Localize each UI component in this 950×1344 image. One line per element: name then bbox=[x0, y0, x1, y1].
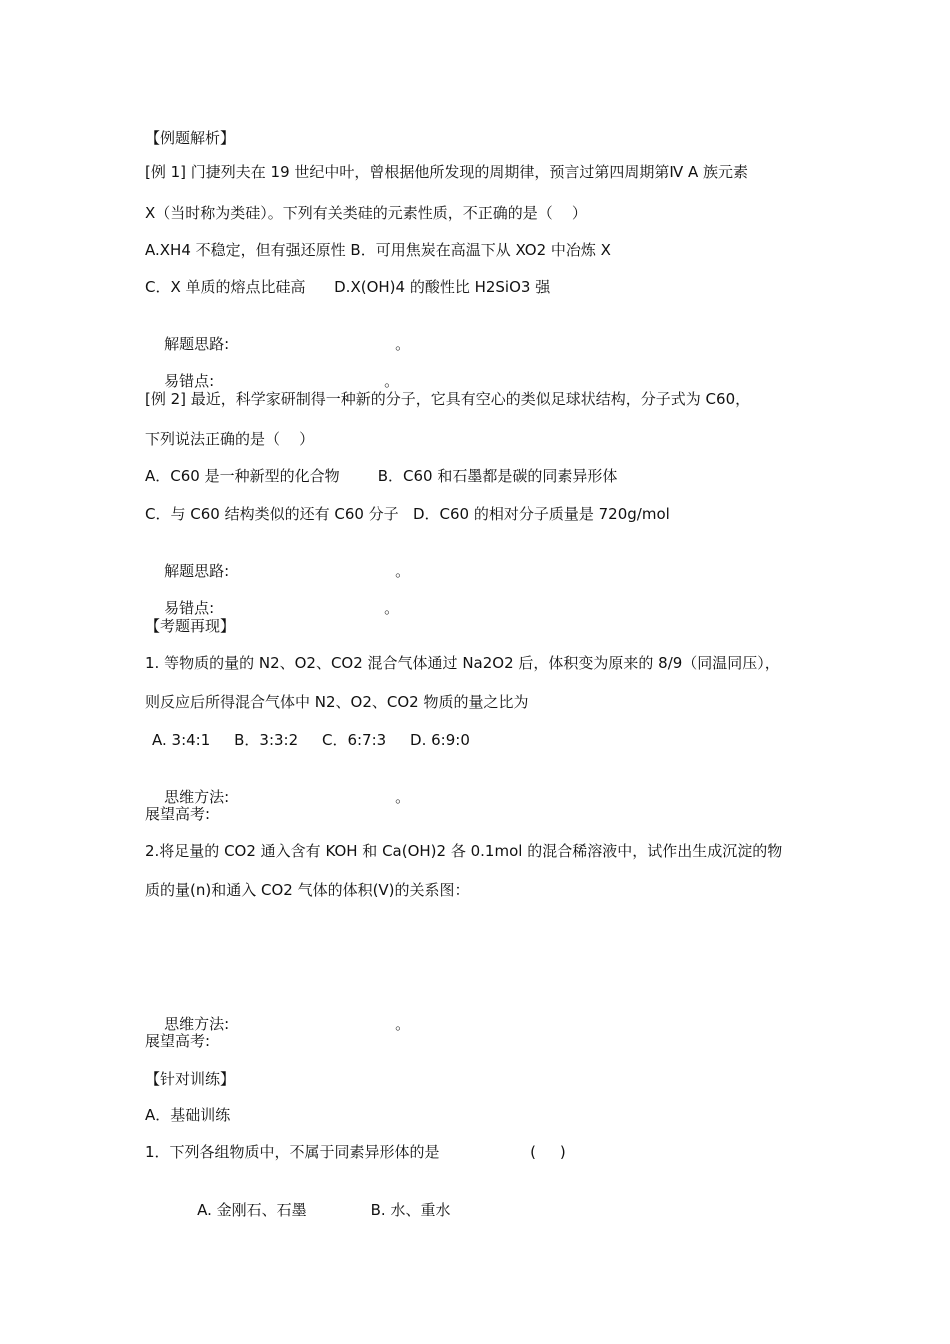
method-label: 思维方法: bbox=[164, 788, 230, 806]
example2-pitfall bbox=[145, 578, 400, 617]
example1-pitfall bbox=[145, 351, 400, 390]
option-b: B. 水、重水 bbox=[370, 1201, 451, 1219]
pitfall-label: 易错点: bbox=[164, 372, 215, 390]
method-label: 思维方法: bbox=[164, 1015, 230, 1033]
exam1-outlook: 展望高考: bbox=[145, 805, 211, 823]
example2-stem-line2: 下列说法正确的是（ ） bbox=[145, 430, 315, 448]
exam2-method bbox=[145, 994, 411, 1033]
option-a: A. 金刚石、石墨 bbox=[197, 1201, 307, 1219]
example1-stem-line2: X（当时称为类硅）。下列有关类硅的元素性质，不正确的是（ ） bbox=[145, 204, 587, 222]
exam2-stem-line2: 质的量(n)和通入 CO2 气体的体积(V)的关系图： bbox=[145, 881, 470, 899]
approach-label: 解题思路: bbox=[164, 335, 230, 353]
training-subheading: A．基础训练 bbox=[145, 1106, 231, 1124]
example2-options-ab: A．C60 是一种新型的化合物 B．C60 和石墨都是碳的同素异形体 bbox=[145, 467, 618, 485]
answer-blank-end: 。 bbox=[384, 372, 400, 390]
training-q1-options bbox=[178, 1180, 451, 1219]
answer-blank-end: 。 bbox=[395, 1015, 411, 1033]
answer-blank-end: 。 bbox=[395, 335, 411, 353]
example2-options-cd: C．与 C60 结构类似的还有 C60 分子 D．C60 的相对分子质量是 720g/mol bbox=[145, 505, 670, 523]
exam2-stem-line1: 2.将足量的 CO2 通入含有 KOH 和 Ca(OH)2 各 0.1mol 的混合稀溶液中，试作出生成沉淀的物 bbox=[145, 842, 783, 860]
answer-blank-end: 。 bbox=[395, 562, 411, 580]
example1-stem-line1: [例 1] 门捷列夫在 19 世纪中叶，曾根据他所发现的周期律，预言过第四周期第Ⅳ A 族元素 bbox=[145, 163, 749, 181]
exam1-options: A. 3:4:1 B．3:3:2 C．6:7:3 D. 6:9:0 bbox=[152, 731, 470, 749]
example2-stem-line1: [例 2] 最近，科学家研制得一种新的分子，它具有空心的类似足球状结构，分子式为 C60， bbox=[145, 390, 751, 408]
training-section-heading: 【针对训练】 bbox=[145, 1070, 236, 1088]
example1-approach bbox=[145, 314, 411, 353]
example1-options-ab: A.XH4 不稳定，但有强还原性 B．可用焦炭在高温下从 XO2 中冶炼 X bbox=[145, 241, 611, 259]
example2-approach bbox=[145, 541, 411, 580]
exam1-method bbox=[145, 767, 411, 806]
exam2-outlook: 展望高考: bbox=[145, 1032, 211, 1050]
approach-label: 解题思路: bbox=[164, 562, 230, 580]
answer-blank-end: 。 bbox=[384, 599, 400, 617]
exam-section-heading: 【考题再现】 bbox=[145, 617, 236, 635]
example1-options-cd: C．X 单质的熔点比硅高 D.X(OH)4 的酸性比 H2SiO3 强 bbox=[145, 278, 551, 296]
exam1-stem-line1: 1. 等物质的量的 N2、O2、CO2 混合气体通过 Na2O2 后，体积变为原来的 8/9（同温同压）， bbox=[145, 654, 780, 672]
pitfall-label: 易错点: bbox=[164, 599, 215, 617]
training-question-1: 1．下列各组物质中，不属于同素异形体的是 ( ) bbox=[145, 1143, 566, 1161]
answer-blank-end: 。 bbox=[395, 788, 411, 806]
exam1-stem-line2: 则反应后所得混合气体中 N2、O2、CO2 物质的量之比为 bbox=[145, 693, 529, 711]
example-section-heading: 【例题解析】 bbox=[145, 129, 236, 147]
